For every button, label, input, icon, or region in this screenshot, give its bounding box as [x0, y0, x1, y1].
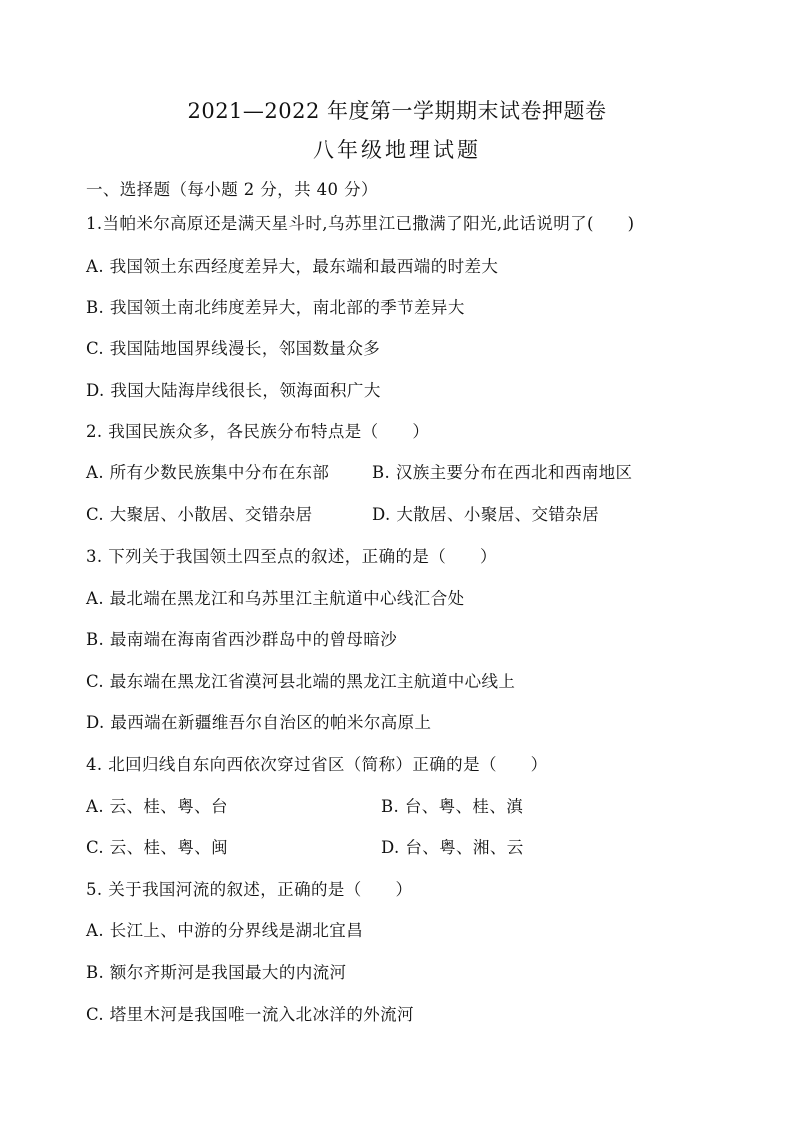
question-2-stem: 2. 我国民族众多，各民族分布特点是（ ）	[86, 422, 430, 441]
exam-subtitle: 八年级地理试题	[313, 138, 481, 162]
question-1-option-a: A. 我国领土东西经度差异大，最东端和最西端的时差大	[86, 257, 499, 276]
question-3-stem: 3. 下列关于我国领土四至点的叙述，正确的是（ ）	[86, 547, 497, 566]
question-5-option-c: C. 塔里木河是我国唯一流入北冰洋的外流河	[86, 1005, 414, 1024]
question-5-option-a: A. 长江上、中游的分界线是湖北宜昌	[86, 921, 364, 940]
question-2-option-c: C. 大聚居、小散居、交错杂居	[86, 505, 313, 524]
question-1-option-c: C. 我国陆地国界线漫长，邻国数量众多	[86, 339, 381, 358]
question-3-option-a: A. 最北端在黑龙江和乌苏里江主航道中心线汇合处	[86, 589, 465, 608]
question-4-option-b: B. 台、粤、桂、滇	[381, 797, 524, 816]
question-1-option-d: D. 我国大陆海岸线很长，领海面积广大	[86, 381, 381, 400]
question-2-option-b: B. 汉族主要分布在西北和西南地区	[372, 463, 633, 482]
question-4-option-d: D. 台、粤、湘、云	[381, 838, 524, 857]
question-1-option-b: B. 我国领土南北纬度差异大，南北部的季节差异大	[86, 298, 465, 317]
question-3-option-c: C. 最东端在黑龙江省漠河县北端的黑龙江主航道中心线上	[86, 672, 516, 691]
question-5-stem: 5. 关于我国河流的叙述，正确的是（ ）	[86, 880, 413, 899]
question-3-option-b: B. 最南端在海南省西沙群岛中的曾母暗沙	[86, 630, 398, 649]
question-2-option-d: D. 大散居、小聚居、交错杂居	[372, 505, 600, 524]
question-5-option-b: B. 额尔齐斯河是我国最大的内流河	[86, 963, 347, 982]
question-4-option-c: C. 云、桂、粤、闽	[86, 838, 229, 857]
question-4-option-a: A. 云、桂、粤、台	[86, 797, 228, 816]
question-4-stem: 4. 北回归线自东向西依次穿过省区（简称）正确的是（ ）	[86, 755, 548, 774]
exam-title: 2021—2022 年度第一学期期末试卷押题卷	[187, 99, 607, 123]
question-3-option-d: D. 最西端在新疆维吾尔自治区的帕米尔高原上	[86, 713, 432, 732]
question-1-stem: 1.当帕米尔高原还是满天星斗时,乌苏里江已撒满了阳光,此话说明了( )	[86, 214, 635, 233]
question-2-option-a: A. 所有少数民族集中分布在东部	[86, 463, 330, 482]
section-heading: 一、选择题（每小题 2 分，共 40 分）	[86, 180, 378, 199]
